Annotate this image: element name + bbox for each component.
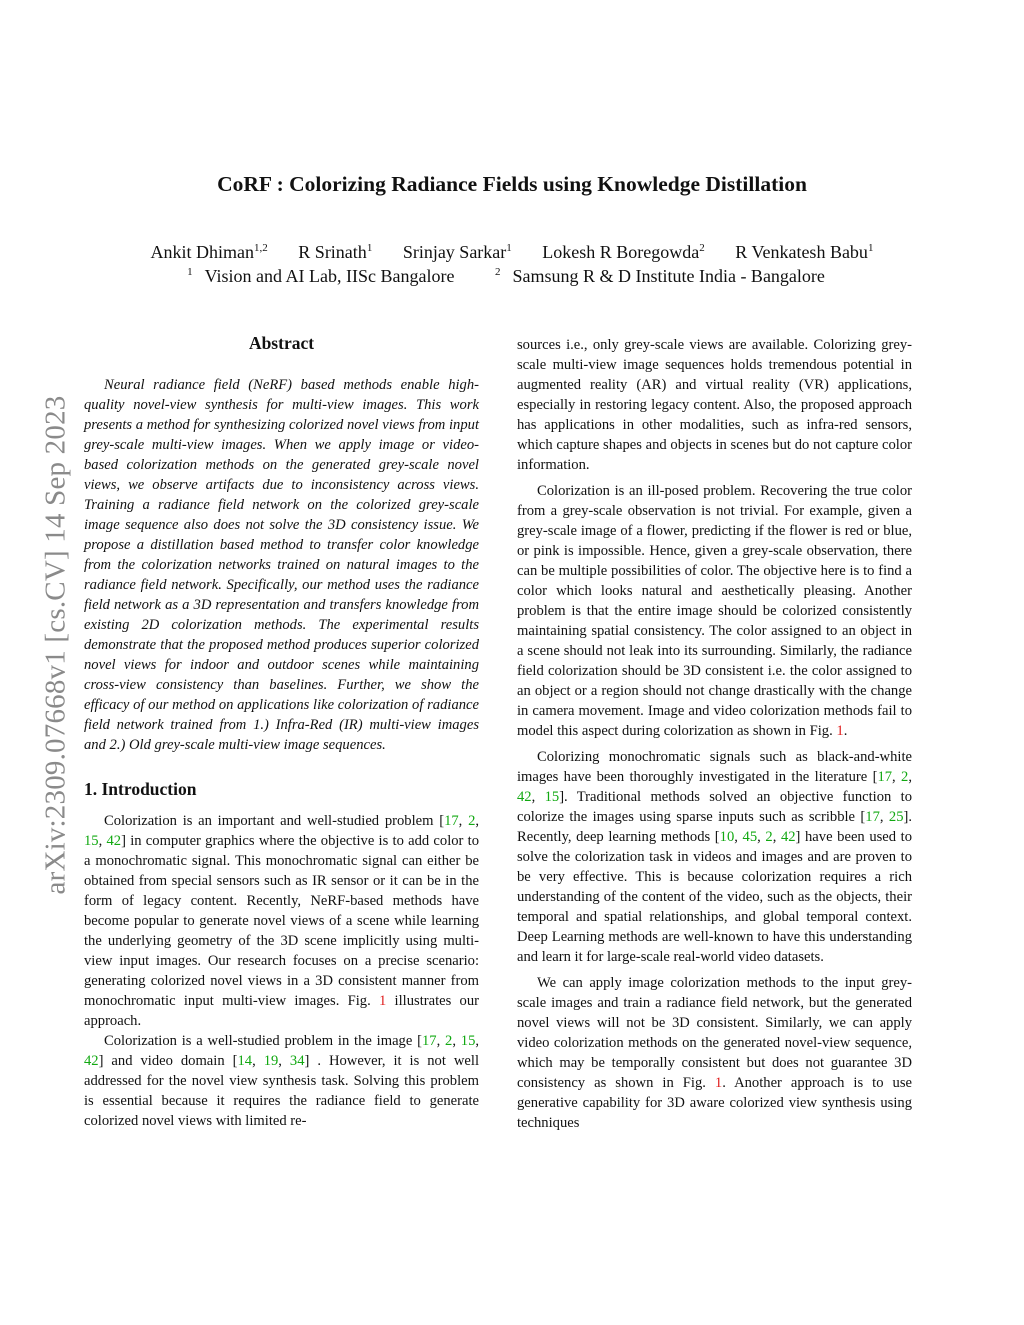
section-heading: 1. Introduction: [84, 779, 197, 799]
figure-ref-link[interactable]: 1: [836, 723, 844, 739]
paragraph: Colorization is an ill-posed problem. Recovering the true color from a grey-scale observation is not trivial. For example, given a grey-scale image of a flower, predicting if the flower is red or blue, or pink is impossible. Hence, given a grey-scale observation, there can be multiple possibilities of color. The objective here is to find a color which looks natural and aesthetically pleasing. Another problem is that the entire image should be colorized consistently maintaining spatial consistency. The color assigned to an object in a scene should not leak into its surrounding. Similarly, the radiance field colorization should be 3D consistent i.e. the color assigned to an object or a region should not change drastically with the change in camera movement. Image and video colorization methods fail to model this aspect during colorization as shown in Fig. 1.: [517, 483, 912, 739]
author: Lokesh R Boregowda$^2$: [542, 242, 705, 262]
left-column: [84, 333, 479, 1131]
author: Srinjay Sarkar$^1$: [402, 242, 512, 262]
author-list: [0, 240, 1024, 264]
affiliation-list: [0, 264, 1024, 288]
citation-link[interactable]: 17: [421, 1033, 437, 1049]
citation-link[interactable]: 42: [84, 1053, 99, 1069]
citation-link[interactable]: 2: [765, 829, 773, 845]
paragraph: Colorization is an important and well-studied problem [17, 2, 15, 42] in computer graphics where the objective is to add color to a monochromatic signal. This monochromatic signal can either be obtained from special sensors such as IR sensor or it can be in the form of legacy content. Recently, NeRF-based methods have become popular to generate novel views of a scene while learning the underlying geometry of the 3D scene implicitly using multi-view input images. Our research focuses on a precise scenario: generating colorized novel views in a 3D consistent manner from monochromatic input multi-view images. Fig. 1 illustrates our approach.: [84, 813, 480, 1029]
citation-link[interactable]: 2: [901, 769, 909, 785]
citation-link[interactable]: 15: [84, 833, 99, 849]
citation-link[interactable]: 45: [742, 829, 758, 845]
citation-link[interactable]: 42: [517, 789, 532, 805]
abstract-heading: Abstract: [248, 333, 315, 353]
citation-link[interactable]: 42: [106, 833, 122, 849]
citation-link[interactable]: 34: [289, 1053, 305, 1069]
citation-link[interactable]: 19: [263, 1053, 279, 1069]
paragraph: sources i.e., only grey-scale views are available. Colorizing grey-scale multi-view image sequences holds tremendous potential in augmented reality (AR) and virtual reality (VR) applications, especially in restoring legacy content. Also, the proposed approach has applications in other modalities, such as infra-red sensors, which capture shapes and objects in scenes but do not capture color information.: [517, 337, 912, 473]
paragraph: Colorization is a well-studied problem in the image [17, 2, 15, 42] and video domain [14, 19, 34] . However, it is not well addressed for the novel view synthesis task. Solving this problem is essential because it requires the radiance field to generate colorized novel views with limited re-: [84, 1033, 480, 1129]
abstract-text: Neural radiance field (NeRF) based methods enable high-quality novel-view synthesis for multi-view images. This work presents a method for synthesizing colorized novel views from input grey-scale multi-view images. When we apply image or video-based colorization methods on the generated grey-scale novel views, we observe artifacts due to inconsistency across views. Training a radiance field network on the colorized grey-scale image sequence also does not solve the 3D consistency issue. We propose a distillation based method to transfer color knowledge from the colorization networks trained on natural images to the radiance field network. Specifically, our method uses the radiance field network as a 3D representation and transfers knowledge from existing 2D colorization methods. The experimental results demonstrate that the proposed method produces superior colorized novel views for indoor and outdoor scenes while maintaining cross-view consistency than baselines. Further, we show the efficacy of our method on applications like colorization of radiance field network trained from 1.) Infra-Red (IR) multi-view images and 2.) Old grey-scale multi-view image sequences.: [84, 377, 479, 753]
figure-ref-link[interactable]: 1: [379, 993, 387, 1009]
citation-link[interactable]: 15: [460, 1033, 476, 1049]
figure-ref-link[interactable]: 1: [714, 1075, 723, 1091]
citation-link[interactable]: 17: [865, 809, 880, 825]
author: Ankit Dhiman$^{1,2}$: [150, 242, 268, 262]
citation-link[interactable]: 2: [468, 813, 476, 829]
citation-link[interactable]: 2: [445, 1033, 453, 1049]
affiliation: $^1$ Vision and AI Lab, IISc Bangalore: [187, 266, 455, 286]
author: R Venkatesh Babu$^1$: [735, 242, 874, 262]
right-column: [517, 335, 912, 1133]
paragraph: We can apply image colorization methods to the input grey-scale images and train a radiance field network, but the generated novel views will not be 3D consistent. Similarly, we can apply video colorization methods on the generated novel-view sequence, which may be temporally consistent but does not guarantee 3D consistency as shown in Fig. 1. Another approach is to use generative capability for 3D aware colorized view synthesis using techniques: [517, 975, 912, 1131]
citation-link[interactable]: 17: [877, 769, 893, 785]
arxiv-watermark-text: arXiv:2309.07668v1 [cs.CV] 14 Sep 2023: [39, 395, 72, 895]
citation-link[interactable]: 10: [719, 829, 735, 845]
affiliation: $^2$ Samsung R & D Institute India - Bangalore: [494, 266, 825, 286]
citation-link[interactable]: 17: [444, 813, 459, 829]
citation-link[interactable]: 14: [237, 1053, 253, 1069]
citation-link[interactable]: 15: [544, 789, 560, 805]
paragraph: Colorizing monochromatic signals such as black-and-white images have been thoroughly investigated in the literature [17, 2, 42, 15]. Traditional methods solved an objective function to colorize the images using sparse inputs such as scribble [17, 25]. Recently, deep learning methods [10, 45, 2, 42] have been used to solve the colorization task in videos and images and are proven to be very effective. This is because colorization requires a rich understanding of the content of the video, such as the objects, their temporal and spatial relationships, and global temporal context. Deep Learning methods are well-known to have this understanding and learn it for large-scale real-world video datasets.: [517, 749, 913, 965]
paper-title: CoRF : Colorizing Radiance Fields using Knowledge Distillation: [217, 172, 807, 196]
citation-link[interactable]: 25: [888, 809, 904, 825]
author: R Srinath$^1$: [298, 242, 373, 262]
citation-link[interactable]: 42: [780, 829, 796, 845]
